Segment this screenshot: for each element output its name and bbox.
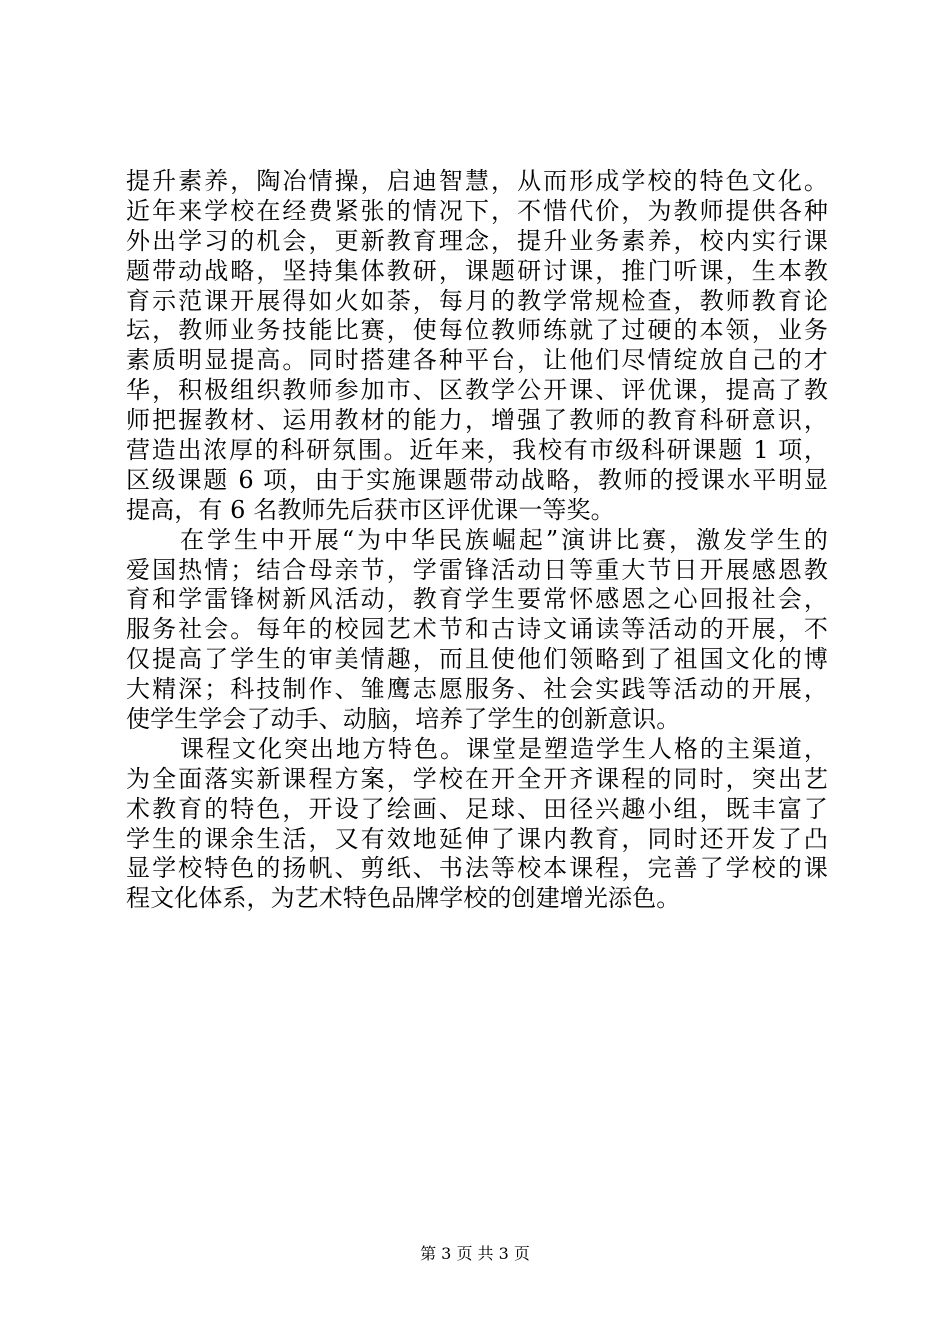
- text-line: 外出学习的机会，更新教育理念，提升业务素养，校内实行课: [126, 226, 828, 255]
- text-line: 区级课题 6 项，由于实施课题带动战略，教师的授课水平明显: [126, 465, 828, 494]
- text-line: 提高，有 6 名教师先后获市区评优课一等奖。: [126, 495, 615, 524]
- text-line: 坛，教师业务技能比赛，使每位教师练就了过硬的本领，业务: [126, 316, 828, 345]
- text-line: 提升素养，陶冶情操，启迪智慧，从而形成学校的特色文化。: [126, 167, 828, 195]
- text-line: 程文化体系，为艺术特色品牌学校的创建增光添色。: [126, 884, 681, 913]
- text-line: 题带动战略，坚持集体教研，课题研讨课，推门听课，生本教: [126, 256, 828, 285]
- text-line: 术教育的特色，开设了绘画、足球、田径兴趣小组，既丰富了: [126, 794, 828, 823]
- text-line: 大精深；科技制作、雏鹰志愿服务、社会实践等活动的开展，: [126, 675, 828, 704]
- text-line: 师把握教材、运用教材的能力，增强了教师的教育科研意识，: [126, 406, 828, 435]
- text-line: 使学生学会了动手、动脑，培养了学生的创新意识。: [126, 705, 681, 734]
- document-body: [126, 167, 828, 914]
- page-number-footer: 第 3 页 共 3 页: [420, 1244, 530, 1263]
- text-line: 素质明显提高。同时搭建各种平台，让他们尽情绽放自己的才: [126, 346, 828, 375]
- text-line: 营造出浓厚的科研氛围。近年来，我校有市级科研课题 1 项，: [126, 436, 828, 465]
- text-line: 服务社会。每年的校园艺术节和古诗文诵读等活动的开展，不: [126, 615, 828, 644]
- paragraph-1: [126, 167, 828, 526]
- paragraph-3: [126, 735, 828, 914]
- text-line: 显学校特色的扬帆、剪纸、书法等校本课程，完善了学校的课: [126, 854, 828, 883]
- paragraph-2: [126, 526, 828, 735]
- text-line: 课程文化突出地方特色。课堂是塑造学生人格的主渠道，: [180, 734, 828, 763]
- text-line: 爱国热情；结合母亲节，学雷锋活动日等重大节日开展感恩教: [126, 555, 828, 584]
- text-line: 为全面落实新课程方案，学校在开全开齐课程的同时，突出艺: [126, 764, 828, 793]
- text-line: 育和学雷锋树新风活动，教育学生要常怀感恩之心回报社会，: [126, 585, 828, 614]
- text-line: 近年来学校在经费紧张的情况下，不惜代价，为教师提供各种: [126, 196, 828, 225]
- text-line: 育示范课开展得如火如荼，每月的教学常规检查，教师教育论: [126, 286, 828, 315]
- text-line: 在学生中开展“为中华民族崛起”演讲比赛，激发学生的: [180, 525, 828, 554]
- text-line: 仅提高了学生的审美情趣，而且使他们领略到了祖国文化的博: [126, 645, 828, 674]
- text-line: 华，积极组织教师参加市、区教学公开课、评优课，提高了教: [126, 376, 828, 405]
- text-line: 学生的课余生活，又有效地延伸了课内教育，同时还开发了凸: [126, 824, 828, 853]
